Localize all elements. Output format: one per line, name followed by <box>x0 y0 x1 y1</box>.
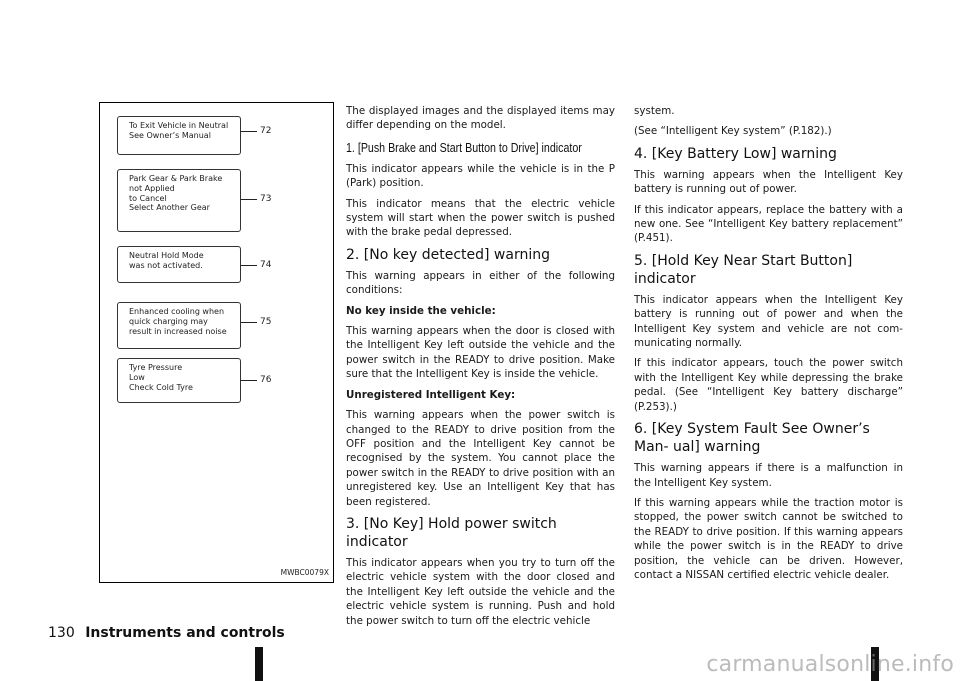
section-2-label-2: Unregistered Intelligent Key: <box>346 388 516 401</box>
callout-number-75: 75 <box>260 317 272 327</box>
section-1-paragraph-2: This indicator means that the electric vehicle system will start when the power switch is pushed with the brake pedal depressed. <box>346 197 615 239</box>
figure-code: MWBC0079X <box>280 568 329 577</box>
section-1-paragraph-1: This indicator appears while the vehicle is in the P (Park) position. <box>346 162 615 190</box>
section-2-paragraph-1: This warning appears in either of the following conditions: <box>346 269 615 297</box>
section-heading-4: 4. [Key Battery Low] warning <box>634 145 837 162</box>
page-number: 130 <box>48 625 75 641</box>
intro-paragraph: The displayed images and the displayed items may differ depending on the model. <box>346 105 615 132</box>
section-2-paragraph-2: This warning appears when the door is closed with the Intelligent Key left outside the vehicle and the power switch in the READY to drive position. Make sure that the Intelligent Key is inside the vehicle. <box>346 325 615 381</box>
continued-text: system. <box>634 105 675 117</box>
section-heading-5: 5. [Hold Key Near Start Button] indicator <box>634 252 853 287</box>
section-4-paragraph-1: This warning appears when the Intelligent Key battery is running out of power. <box>634 168 903 196</box>
page-footer <box>48 625 285 641</box>
text-column-right <box>634 104 903 588</box>
message-box-72: To Exit Vehicle in Neutral See Owner’s Manual <box>117 116 241 155</box>
section-heading-3: 3. [No Key] Hold power switch indicator <box>346 515 557 550</box>
continued-reference: (See “Intelligent Key system” (P.182).) <box>634 125 832 138</box>
callout-line-75 <box>241 322 257 323</box>
display-messages-figure <box>99 102 334 583</box>
callout-line-72 <box>241 131 257 132</box>
callout-line-74 <box>241 265 257 266</box>
section-6-paragraph-2: If this warning appears while the traction motor is stopped, the power switch cannot be switched to the READY to drive position. If this warning appears while the power switch is in the READY to drive position, the vehicle can be driven. However, contact a NISSAN certified electric vehicle dealer. <box>634 496 903 581</box>
section-6-paragraph-1: This warning appears if there is a malfunction in the Intelligent Key system. <box>634 462 903 489</box>
section-heading-2: 2. [No key detected] warning <box>346 246 550 263</box>
message-box-75: Enhanced cooling when quick charging may result in increased noise <box>117 302 241 349</box>
section-heading-6: 6. [Key System Fault See Owner’s Man- ual] warning <box>634 421 870 456</box>
section-3-paragraph-1: This indicator appears when you try to turn off the electric vehicle system with the door closed and the Intelligent Key left outside the vehicle and the electric vehicle system is running. Push and hold the power switch to turn off the electric vehicle <box>346 556 615 627</box>
message-box-76: Tyre Pressure Low Check Cold Tyre <box>117 358 241 403</box>
text-column-left <box>346 104 615 634</box>
section-5-paragraph-1: This indicator appears when the Intelligent Key battery is running out of power and when the Intelligent Key system and vehicle are not com- municating normally. <box>634 293 903 350</box>
section-heading-1: 1. [Push Brake and Start Button to Drive] indicator <box>346 139 582 155</box>
section-2-paragraph-3: This warning appears when the power switch is changed to the READY to drive position from the OFF position and the Intelligent Key cannot be recognised by the system. You cannot place the power switch in the READY to drive position with an unregistered key. Use an Intelligent Key that has been registered. <box>346 409 615 508</box>
callout-number-72: 72 <box>260 126 272 136</box>
section-5-paragraph-2: If this indicator appears, touch the power switch with the Intelligent Key while depressing the brake pedal. (See “Intelligent Key battery discharge” (P.253).) <box>634 357 903 413</box>
section-name: Instruments and controls <box>85 625 285 641</box>
section-4-paragraph-2: If this indicator appears, replace the battery with a new one. See “Intelligent Key battery replacement” (P.451). <box>634 203 903 245</box>
callout-line-76 <box>241 380 257 381</box>
watermark-text: carmanualsonline.info <box>706 652 954 677</box>
message-box-74: Neutral Hold Mode was not activated. <box>117 246 241 283</box>
callout-number-76: 76 <box>260 375 272 385</box>
callout-number-73: 73 <box>260 194 272 204</box>
callout-number-74: 74 <box>260 260 272 270</box>
message-box-73: Park Gear & Park Brake not Applied to Cancel Select Another Gear <box>117 169 241 232</box>
callout-line-73 <box>241 199 257 200</box>
edge-tab-mark-left <box>255 647 263 681</box>
section-2-label-1: No key inside the vehicle: <box>346 304 496 317</box>
